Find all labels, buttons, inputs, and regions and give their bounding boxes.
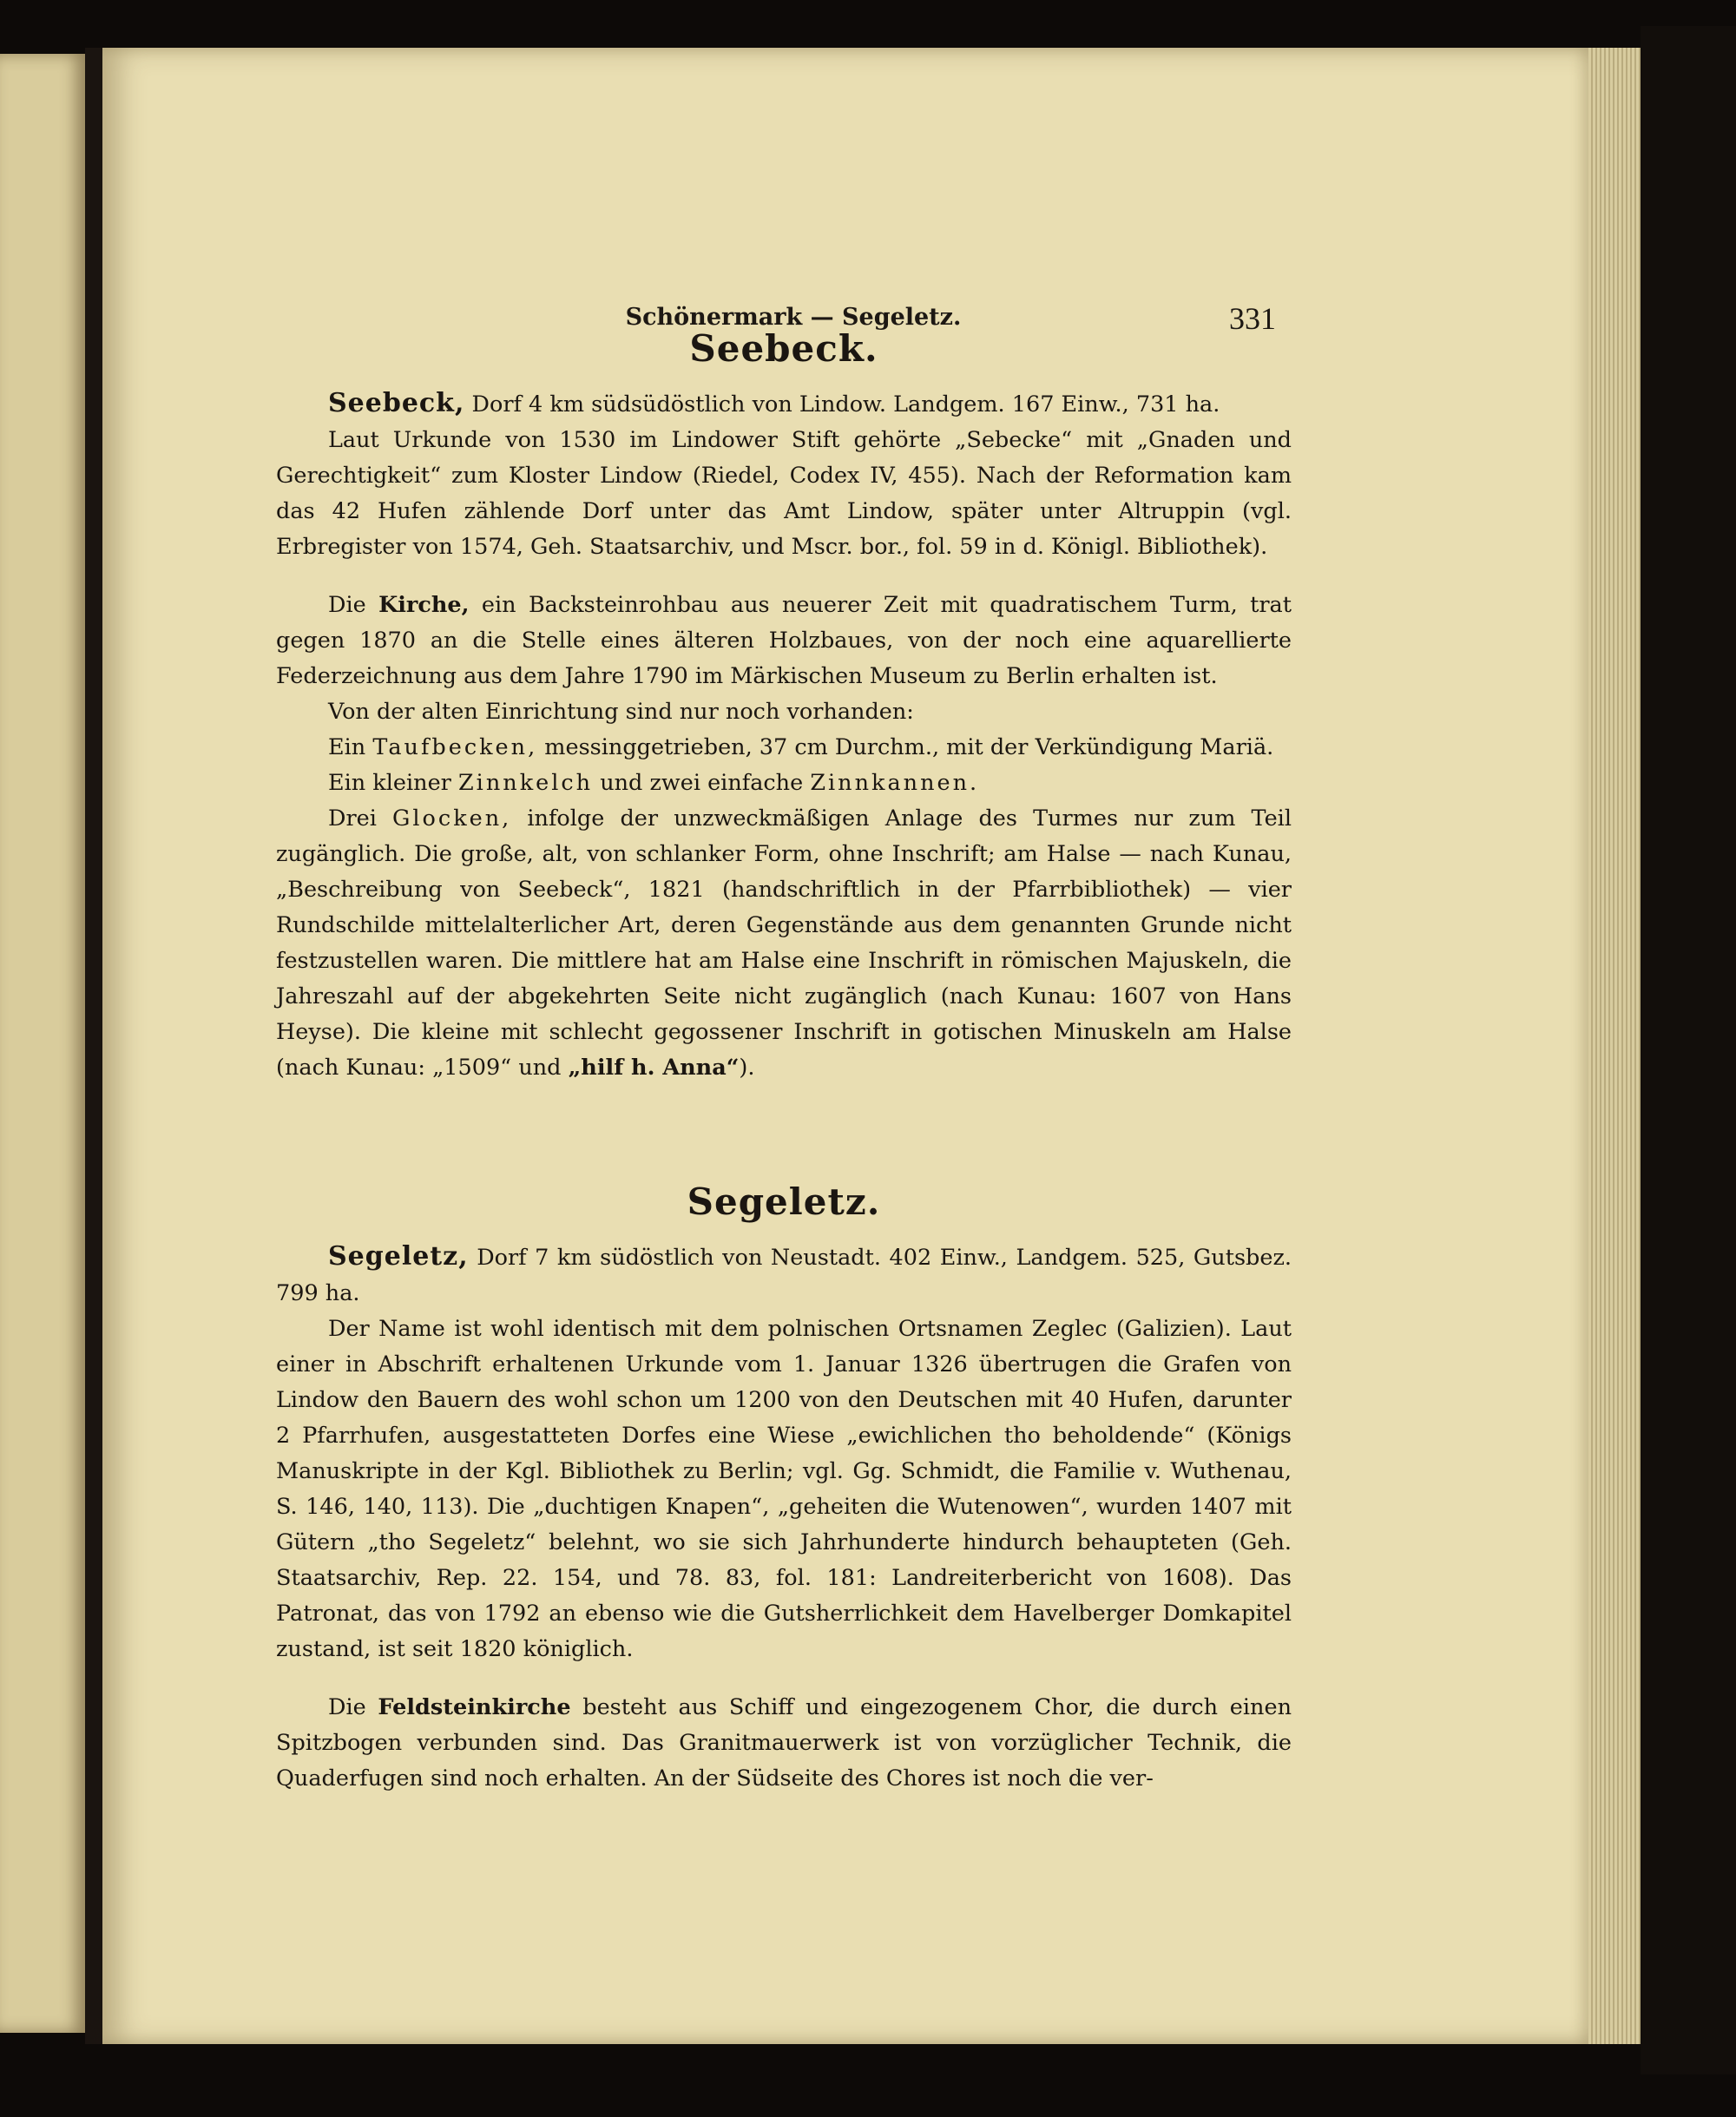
term-feldsteinkirche: Feldsteinkirche	[378, 1694, 571, 1720]
term-taufbecken: Taufbecken,	[372, 734, 538, 760]
word-drei: Drei	[328, 805, 377, 832]
section-title-segeletz: Segeletz.	[687, 1180, 881, 1223]
seebeck-font-text: messinggetrieben, 37 cm Durchm., mit der Verkündigung Mariä.	[544, 734, 1274, 760]
term-zinnkelch: Zinnkelch	[457, 770, 594, 796]
seebeck-section	[276, 323, 1292, 1086]
book-gutter	[85, 48, 104, 2044]
segeletz-church	[276, 1690, 1292, 1797]
page-number: 331	[1229, 301, 1276, 336]
segeletz-intro-text: Dorf 7 km südöstlich von Neustadt. 402 Einw., Landgem. 525, Gutsbez. 799 ha.	[276, 1245, 1292, 1306]
running-head: Schönermark — Segeletz.	[625, 304, 962, 331]
segeletz-history: Der Name ist wohl identisch mit dem polnischen Ortsnamen Zeglec (Galizien). Laut einer in Abschrift erhaltenen Urkunde vom 1. Januar 1326 übertrugen die Grafen von Lindow den Bauern des wohl schon um 1200 von den Deutschen mit 40 Hufen, darunter 2 Pfarrhufen, ausgestatteten Dorfes eine Wiese „ewichlichen tho beholdende“ (Königs Manuskripte in der Kgl. Bibliothek zu Berlin; vgl. Gg. Schmidt, die Familie v. Wuthenau, S. 146, 140, 113). Die „duchtigen Knapen“, „geheiten die Wutenowen“, wurden 1407 mit Gütern „tho Segeletz“ belehnt, wo sie sich Jahrhunderte hindurch behaupteten (Geh. Staatsarchiv, Rep. 22. 154, und 78. 83, fol. 181: Landreiterbericht von 1608). Das Patronat, das von 1792 an ebenso wie die Gutsherrlichkeit dem Havelberger Domkapitel zustand, ist seit 1820 königlich.	[276, 1316, 1292, 1662]
word-und: und	[518, 1055, 562, 1081]
term-zinnkannen: Zinnkannen.	[810, 770, 980, 796]
segeletz-lead: Segeletz,	[328, 1241, 469, 1272]
term-kirche: Kirche,	[378, 592, 470, 618]
closing-paren: ).	[739, 1055, 755, 1081]
seebeck-furnishing-intro: Von der alten Einrichtung sind nur noch vorhanden:	[328, 699, 914, 725]
seebeck-lead: Seebeck,	[328, 388, 465, 418]
term-glocken: Glocken,	[392, 805, 512, 832]
words-ein-kleiner: Ein kleiner	[328, 770, 451, 796]
seebeck-history: Laut Urkunde von 1530 im Lindower Stift gehörte „Sebecke“ mit „Gnaden und Gerechtigkeit“ zum Kloster Lindow (Riedel, Codex IV, 455). Nach der Reformation kam das 42 Hufen zählende Dorf unter das Amt Lindow, später unter Altruppin (vgl. Erbregister von 1574, Geh. Staatsarchiv, und Mscr. bor., fol. 59 in d. Königl. Bibliothek).	[276, 427, 1292, 560]
section-title-seebeck: Seebeck.	[689, 327, 878, 370]
seebeck-church-text: ein Backsteinrohbau aus neuerer Zeit mit quadratischem Turm, trat gegen 1870 an die Stelle eines älteren Holzbaues, von der noch eine aquarellierte Federzeichnung aus dem Jahre 1790 im Märkischen Museum zu Berlin erhalten ist.	[276, 592, 1292, 689]
words-und-zwei: und zwei einfache	[600, 770, 804, 796]
bell-inscription: „hilf h. Anna“	[568, 1055, 740, 1081]
book-cover	[1641, 26, 1736, 2074]
seebeck-intro-text: Dorf 4 km südsüdöstlich von Lindow. Landgem. 167 Einw., 731 ha.	[471, 391, 1220, 417]
word-die-2: Die	[328, 1694, 366, 1720]
segeletz-section	[276, 1176, 1292, 1797]
page-edges	[1588, 48, 1641, 2044]
left-page-edge	[0, 54, 85, 2033]
seebeck-font	[276, 730, 1292, 766]
segeletz-intro	[276, 1239, 1292, 1312]
seebeck-bells-text: infolge der unzweckmäßigen Anlage des Turmes nur zum Teil zugänglich. Die große, alt, von schlanker Form, ohne Inschrift; am Halse — nach Kunau, „Beschreibung von Seebeck“, 1821 (handschriftlich in der Pfarrbibliothek) — vier Rundschilde mittelalterlicher Art, deren Gegenstände aus dem genannten Grunde nicht festzustellen waren. Die mittlere hat am Halse eine Inschrift in römischen Majuskeln, die Jahreszahl auf der abgekehrten Seite nicht zugänglich (nach Kunau: 1607 von Hans Heyse). Die kleine mit schlecht gegossener Inschrift in gotischen Minuskeln am Halse (nach Kunau:	[276, 805, 1292, 1081]
word-ein: Ein	[328, 734, 366, 760]
seebeck-chalice	[276, 766, 1292, 801]
word-die: Die	[328, 592, 366, 618]
seebeck-bells	[276, 801, 1292, 1086]
seebeck-church	[276, 588, 1292, 694]
seebeck-intro	[276, 385, 1292, 423]
bell-year: „1509“	[432, 1055, 512, 1081]
segeletz-church-text: besteht aus Schiff und eingezogenem Chor, die durch einen Spitzbogen verbunden sind. Das Granitmauerwerk ist von vorzüglicher Technik, die Quaderfugen sind noch erhalten. An der Südseite des Chores ist noch die ver-	[276, 1694, 1292, 1792]
